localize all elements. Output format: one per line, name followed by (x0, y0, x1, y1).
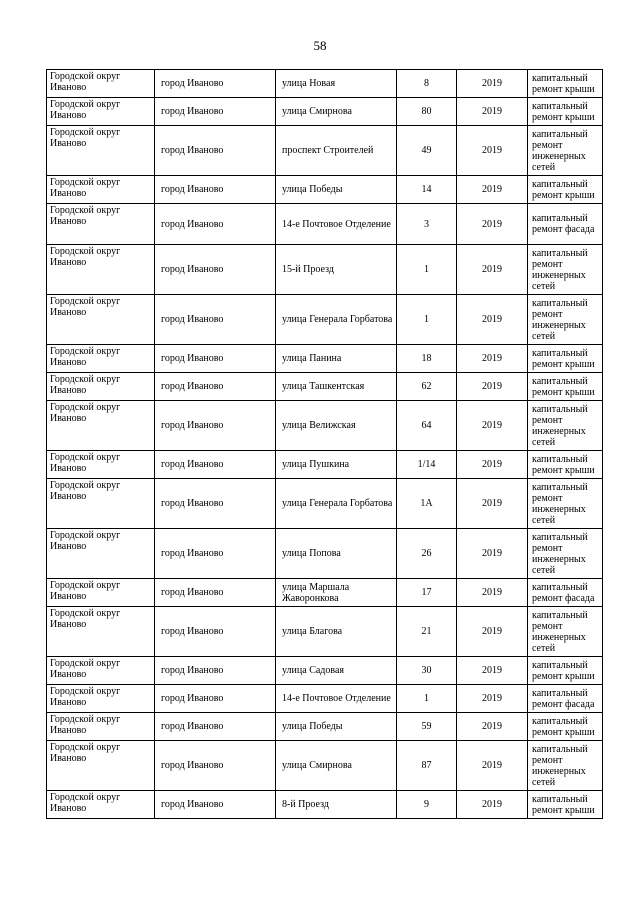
year-cell: 2019 (457, 529, 528, 579)
house-number-cell: 64 (397, 401, 457, 451)
district-cell: Городской округ Иваново (47, 479, 155, 529)
district-cell: Городской округ Иваново (47, 295, 155, 345)
work-type-cell: капитальный ремонт крыши (528, 791, 603, 819)
city-cell: город Иваново (155, 657, 276, 685)
street-cell: 8-й Проезд (276, 791, 397, 819)
house-number-cell: 87 (397, 741, 457, 791)
street-cell: улица Садовая (276, 657, 397, 685)
house-number-cell: 17 (397, 579, 457, 607)
street-cell: 14-е Почтовое Отделение (276, 204, 397, 245)
city-cell: город Иваново (155, 295, 276, 345)
table-row (47, 245, 603, 295)
table-row (47, 741, 603, 791)
work-type-cell: капитальный ремонт фасада (528, 685, 603, 713)
district-cell: Городской округ Иваново (47, 657, 155, 685)
year-cell: 2019 (457, 245, 528, 295)
house-number-cell: 8 (397, 70, 457, 98)
district-cell: Городской округ Иваново (47, 401, 155, 451)
city-cell: город Иваново (155, 741, 276, 791)
year-cell: 2019 (457, 295, 528, 345)
work-type-cell: капитальный ремонт инженерных сетей (528, 401, 603, 451)
table-row (47, 295, 603, 345)
table-row (47, 479, 603, 529)
city-cell: город Иваново (155, 345, 276, 373)
repair-schedule-table (46, 69, 603, 819)
district-cell: Городской округ Иваново (47, 713, 155, 741)
year-cell: 2019 (457, 579, 528, 607)
street-cell: улица Генерала Горбатова (276, 479, 397, 529)
work-type-cell: капитальный ремонт инженерных сетей (528, 741, 603, 791)
city-cell: город Иваново (155, 685, 276, 713)
city-cell: город Иваново (155, 98, 276, 126)
street-cell: улица Смирнова (276, 741, 397, 791)
city-cell: город Иваново (155, 126, 276, 176)
street-cell: улица Попова (276, 529, 397, 579)
work-type-cell: капитальный ремонт фасада (528, 204, 603, 245)
work-type-cell: капитальный ремонт крыши (528, 451, 603, 479)
house-number-cell: 59 (397, 713, 457, 741)
city-cell: город Иваново (155, 451, 276, 479)
year-cell: 2019 (457, 373, 528, 401)
street-cell: 14-е Почтовое Отделение (276, 685, 397, 713)
page-number: 58 (313, 38, 327, 53)
table-row (47, 373, 603, 401)
street-cell: улица Пушкина (276, 451, 397, 479)
house-number-cell: 80 (397, 98, 457, 126)
street-cell: улица Панина (276, 345, 397, 373)
house-number-cell: 26 (397, 529, 457, 579)
work-type-cell: капитальный ремонт инженерных сетей (528, 479, 603, 529)
table-row (47, 685, 603, 713)
street-cell: улица Победы (276, 176, 397, 204)
city-cell: город Иваново (155, 791, 276, 819)
house-number-cell: 1А (397, 479, 457, 529)
district-cell: Городской округ Иваново (47, 607, 155, 657)
table-row (47, 204, 603, 245)
work-type-cell: капитальный ремонт крыши (528, 373, 603, 401)
table-row (47, 791, 603, 819)
district-cell: Городской округ Иваново (47, 529, 155, 579)
table-row (47, 70, 603, 98)
work-type-cell: капитальный ремонт инженерных сетей (528, 607, 603, 657)
house-number-cell: 1 (397, 685, 457, 713)
year-cell: 2019 (457, 657, 528, 685)
city-cell: город Иваново (155, 713, 276, 741)
year-cell: 2019 (457, 98, 528, 126)
house-number-cell: 1 (397, 245, 457, 295)
house-number-cell: 21 (397, 607, 457, 657)
work-type-cell: капитальный ремонт крыши (528, 713, 603, 741)
house-number-cell: 3 (397, 204, 457, 245)
table-row (47, 607, 603, 657)
year-cell: 2019 (457, 607, 528, 657)
district-cell: Городской округ Иваново (47, 579, 155, 607)
table-row (47, 451, 603, 479)
street-cell: 15-й Проезд (276, 245, 397, 295)
city-cell: город Иваново (155, 607, 276, 657)
year-cell: 2019 (457, 176, 528, 204)
table-row (47, 98, 603, 126)
house-number-cell: 30 (397, 657, 457, 685)
table-row (47, 401, 603, 451)
table-row (47, 579, 603, 607)
street-cell: улица Победы (276, 713, 397, 741)
table-row (47, 657, 603, 685)
table-row (47, 713, 603, 741)
district-cell: Городской округ Иваново (47, 176, 155, 204)
city-cell: город Иваново (155, 479, 276, 529)
work-type-cell: капитальный ремонт инженерных сетей (528, 126, 603, 176)
district-cell: Городской округ Иваново (47, 204, 155, 245)
work-type-cell: капитальный ремонт крыши (528, 345, 603, 373)
district-cell: Городской округ Иваново (47, 373, 155, 401)
house-number-cell: 9 (397, 791, 457, 819)
city-cell: город Иваново (155, 70, 276, 98)
work-type-cell: капитальный ремонт инженерных сетей (528, 295, 603, 345)
district-cell: Городской округ Иваново (47, 126, 155, 176)
house-number-cell: 1/14 (397, 451, 457, 479)
table-row (47, 176, 603, 204)
year-cell: 2019 (457, 126, 528, 176)
work-type-cell: капитальный ремонт инженерных сетей (528, 245, 603, 295)
street-cell: улица Маршала Жаворонкова (276, 579, 397, 607)
city-cell: город Иваново (155, 579, 276, 607)
house-number-cell: 18 (397, 345, 457, 373)
year-cell: 2019 (457, 713, 528, 741)
street-cell: улица Благова (276, 607, 397, 657)
city-cell: город Иваново (155, 529, 276, 579)
work-type-cell: капитальный ремонт крыши (528, 657, 603, 685)
district-cell: Городской округ Иваново (47, 98, 155, 126)
district-cell: Городской округ Иваново (47, 685, 155, 713)
work-type-cell: капитальный ремонт крыши (528, 176, 603, 204)
house-number-cell: 14 (397, 176, 457, 204)
work-type-cell: капитальный ремонт фасада (528, 579, 603, 607)
table-row (47, 126, 603, 176)
year-cell: 2019 (457, 345, 528, 373)
year-cell: 2019 (457, 401, 528, 451)
city-cell: город Иваново (155, 373, 276, 401)
city-cell: город Иваново (155, 245, 276, 295)
work-type-cell: капитальный ремонт крыши (528, 70, 603, 98)
year-cell: 2019 (457, 451, 528, 479)
district-cell: Городской округ Иваново (47, 451, 155, 479)
street-cell: улица Ташкентская (276, 373, 397, 401)
house-number-cell: 62 (397, 373, 457, 401)
table-row (47, 345, 603, 373)
district-cell: Городской округ Иваново (47, 70, 155, 98)
house-number-cell: 49 (397, 126, 457, 176)
street-cell: проспект Строителей (276, 126, 397, 176)
district-cell: Городской округ Иваново (47, 245, 155, 295)
year-cell: 2019 (457, 685, 528, 713)
street-cell: улица Генерала Горбатова (276, 295, 397, 345)
city-cell: город Иваново (155, 204, 276, 245)
street-cell: улица Велижская (276, 401, 397, 451)
year-cell: 2019 (457, 70, 528, 98)
district-cell: Городской округ Иваново (47, 741, 155, 791)
city-cell: город Иваново (155, 176, 276, 204)
table-row (47, 529, 603, 579)
work-type-cell: капитальный ремонт крыши (528, 98, 603, 126)
year-cell: 2019 (457, 479, 528, 529)
work-type-cell: капитальный ремонт инженерных сетей (528, 529, 603, 579)
district-cell: Городской округ Иваново (47, 345, 155, 373)
district-cell: Городской округ Иваново (47, 791, 155, 819)
city-cell: город Иваново (155, 401, 276, 451)
year-cell: 2019 (457, 791, 528, 819)
year-cell: 2019 (457, 741, 528, 791)
street-cell: улица Новая (276, 70, 397, 98)
house-number-cell: 1 (397, 295, 457, 345)
year-cell: 2019 (457, 204, 528, 245)
street-cell: улица Смирнова (276, 98, 397, 126)
